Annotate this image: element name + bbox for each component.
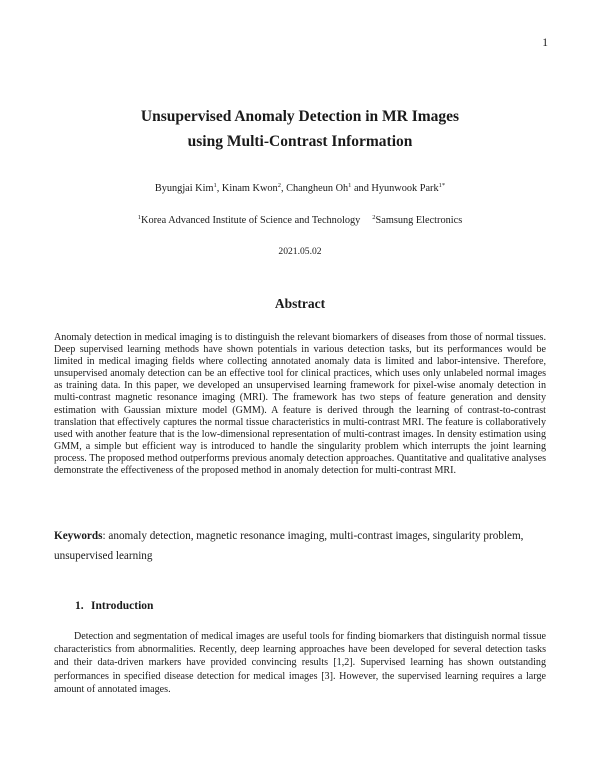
keywords-label: Keywords xyxy=(54,530,103,542)
publication-date: 2021.05.02 xyxy=(278,246,322,257)
section-heading-introduction xyxy=(75,600,153,612)
author-name: Changheun Oh xyxy=(286,183,349,194)
author-affiliation-mark: 1 xyxy=(213,182,217,189)
affiliation-mark: 1 xyxy=(137,214,142,221)
keywords-text: : anomaly detection, magnetic resonance imaging, multi-contrast images, singularity problem, unsupervised learning xyxy=(54,530,524,562)
author-list xyxy=(0,183,600,194)
author-affiliation-mark: 2 xyxy=(277,182,281,189)
author-separator: , xyxy=(216,183,222,194)
affiliations xyxy=(0,215,600,226)
author-affiliation-mark: 1 xyxy=(348,182,352,189)
paper-title xyxy=(0,104,600,154)
abstract-heading: Abstract xyxy=(274,296,326,311)
affiliation-name: Korea Advanced Institute of Science and Technology xyxy=(141,215,361,226)
author-name: Hyunwook Park xyxy=(371,183,439,194)
author-separator: , xyxy=(280,183,287,194)
section-title: Introduction xyxy=(91,600,154,612)
abstract-text: Anomaly detection in medical imaging is to distinguish the relevant biomarkers of diseases from those of normal tissues. Deep supervised learning methods have shown potentials in various detection tasks, but its performances would be limited in medical imaging fields where collecting annotated anomaly data is limited and labor-intensive. Therefore, unsupervised anomaly detection can be an effective tool for clinical practices, which uses only unlabeled normal images as training data. In this paper, we developed an unsupervised learning framework for pixel-wise anomaly detection in multi-contrast magnetic resonance imaging (MRI). The framework has two steps of feature generation and density estimation with Gaussian mixture model (GMM). A feature is derived through the learning of contrast-to-contrast translation that effectively captures the normal tissue characteristics in multi-contrast MRI. The feature is collaboratively used with another feature that is the low-dimensional representation of multi-contrast images. In density estimation using GMM, a simple but efficient way is introduced to handle the singularity problem which interrupts the joint learning process. The proposed method outperforms previous anomaly detection approaches. Quantitative and qualitative analyses demonstrate the effectiveness of the proposed method in anomaly detection for multi-contrast MRI. xyxy=(54,332,546,477)
author-name: Kinam Kwon xyxy=(221,183,278,194)
title-line-2: using Multi-Contrast Information xyxy=(187,133,413,150)
author-affiliation-mark: 1* xyxy=(438,182,446,189)
page-number: 1 xyxy=(542,37,548,49)
keywords xyxy=(54,526,546,566)
affiliation-mark: 2 xyxy=(372,214,376,221)
title-line-1: Unsupervised Anomaly Detection in MR Images xyxy=(140,108,460,125)
affiliation-name: Samsung Electronics xyxy=(375,215,463,226)
introduction-text: Detection and segmentation of medical images are useful tools for finding biomarkers that distinguish normal tissue characteristics from abnormalities. Recently, deep learning approaches have been developed for several detection tasks and their data-driven markers have provided convincing results [1,2]. Supervised learning has shown outstanding performances in specified disease detection for medical images [3]. However, the supervised learning requires a large amount of annotated images. xyxy=(54,631,546,695)
author-separator: and xyxy=(351,183,372,194)
author-name: Byungjai Kim xyxy=(154,183,214,194)
section-number: 1. xyxy=(75,600,84,612)
